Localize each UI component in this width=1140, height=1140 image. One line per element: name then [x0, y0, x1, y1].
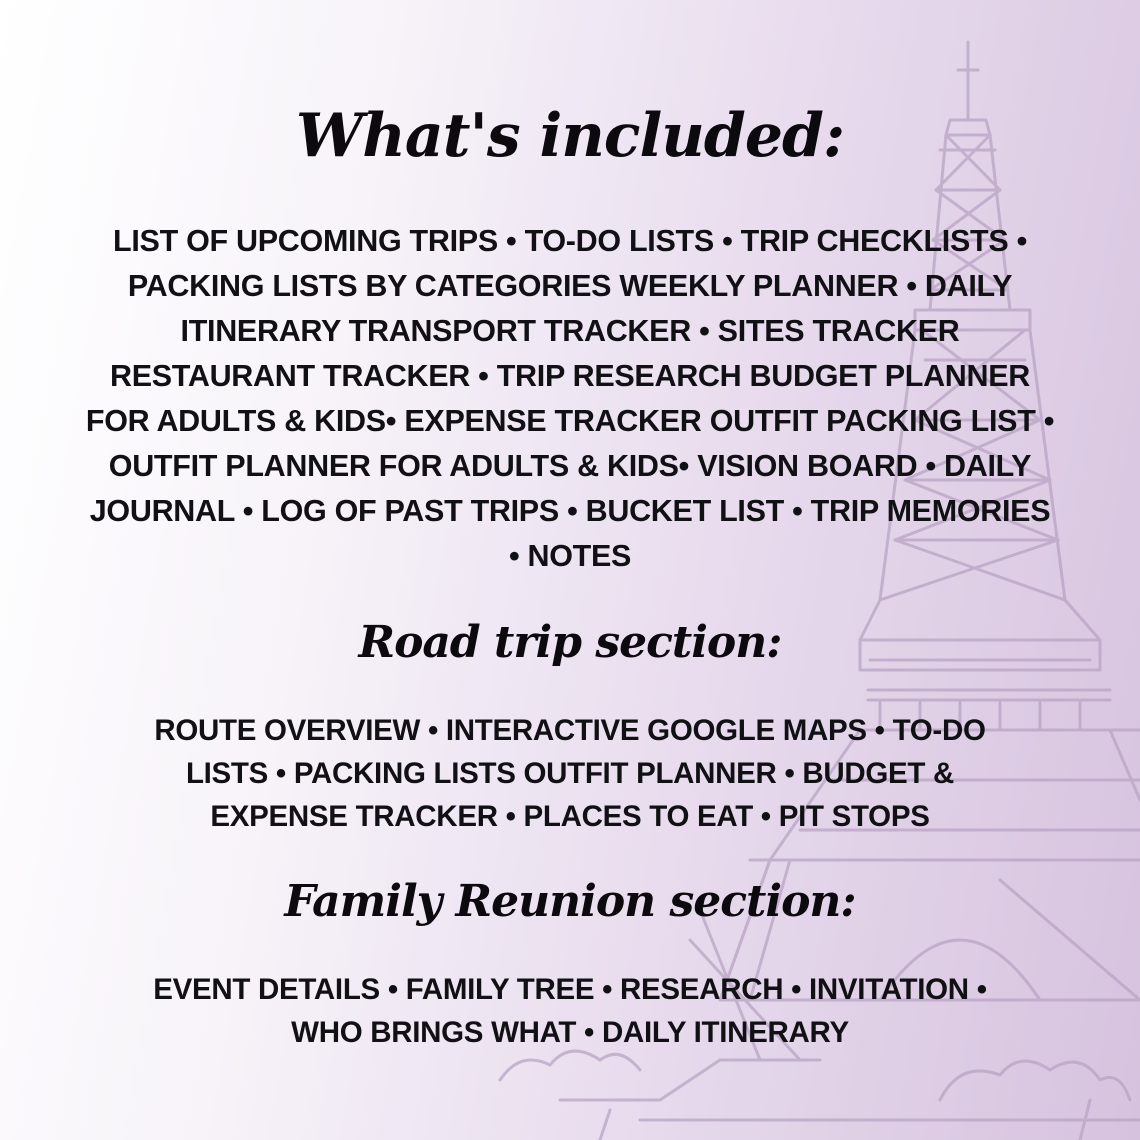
road-trip-heading: Road trip section: — [358, 617, 782, 668]
included-line: • NOTES — [508, 539, 632, 573]
road-trip-line: LISTS • PACKING LISTS OUTFIT PLANNER • BUDGET & — [185, 757, 955, 790]
whats-included-list — [40, 219, 1100, 579]
road-trip-line: EXPENSE TRACKER • PLACES TO EAT • PIT STOPS — [210, 800, 930, 833]
included-line: RESTAURANT TRACKER • TRIP RESEARCH BUDGET PLANNER — [109, 359, 1031, 393]
included-line: OUTFIT PLANNER FOR ADULTS & KIDS• VISION BOARD • DAILY — [108, 449, 1032, 483]
included-line: ITINERARY TRANSPORT TRACKER • SITES TRACKER — [180, 314, 960, 348]
included-line: FOR ADULTS & KIDS• EXPENSE TRACKER OUTFIT PACKING LIST • — [85, 404, 1055, 438]
family-reunion-line: WHO BRINGS WHAT • DAILY ITINERARY — [291, 1016, 849, 1049]
road-trip-line: ROUTE OVERVIEW • INTERACTIVE GOOGLE MAPS • TO-DO — [154, 714, 986, 747]
family-reunion-heading: Family Reunion section: — [284, 876, 856, 927]
whats-included-heading: What's included: — [295, 101, 845, 171]
road-trip-list — [90, 709, 1050, 838]
included-line: LIST OF UPCOMING TRIPS • TO-DO LISTS • TRIP CHECKLISTS • — [113, 224, 1027, 258]
included-line: PACKING LISTS BY CATEGORIES WEEKLY PLANNER • DAILY — [127, 269, 1013, 303]
included-line: JOURNAL • LOG OF PAST TRIPS • BUCKET LIST • TRIP MEMORIES — [89, 494, 1051, 528]
family-reunion-line: EVENT DETAILS • FAMILY TREE • RESEARCH • INVITATION • — [153, 973, 987, 1006]
family-reunion-list — [90, 968, 1050, 1054]
